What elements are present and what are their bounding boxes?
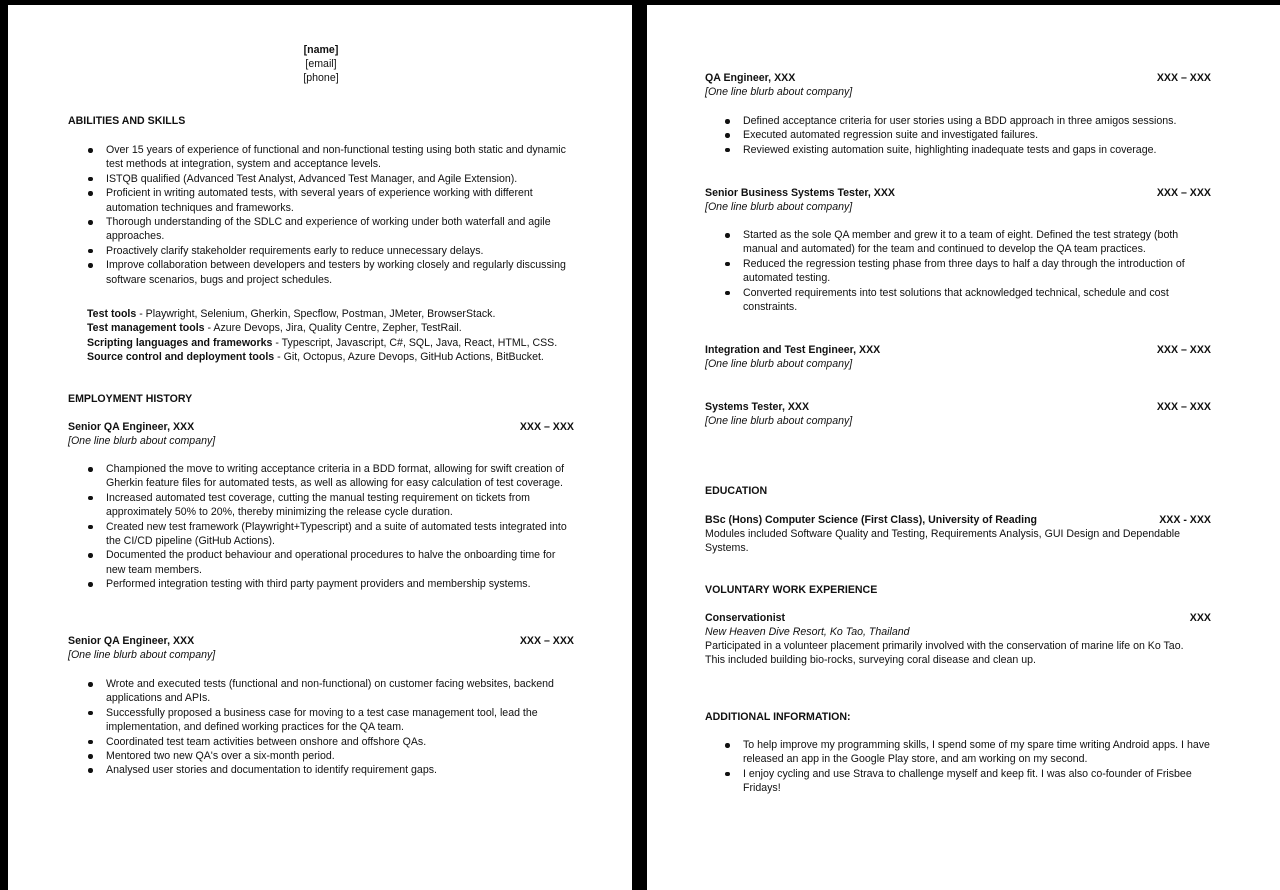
job-dates: XXX – XXX [1156, 401, 1211, 413]
tools-label: Test tools [87, 308, 137, 320]
tools-line [87, 307, 557, 321]
job-blurb: [One line blurb about company] [705, 415, 853, 427]
document-page-1 [8, 5, 632, 890]
education-details: Modules included Software Quality and Testing, Requirements Analysis, GUI Design and Dependable Systems. [705, 528, 1181, 555]
job-title: Senior QA Engineer, XXX [68, 635, 195, 647]
job-blurb: [One line blurb about company] [705, 201, 853, 213]
tools-line [87, 350, 557, 364]
abilities-list [87, 143, 577, 287]
list-item: Executed automated regression suite and investigated failures. [724, 128, 1214, 142]
list-item: ISTQB qualified (Advanced Test Analyst, Advanced Test Manager, and Agile Extension). [87, 172, 577, 186]
voluntary-dates: XXX [1189, 612, 1211, 624]
job-blurb: [One line blurb about company] [68, 435, 216, 447]
tools-line [87, 321, 557, 335]
list-item: Improve collaboration between developers and testers by working closely and regularly discussing software scenarios, bugs and project schedules. [87, 258, 577, 287]
job-blurb: [One line blurb about company] [705, 86, 853, 98]
list-item: Proactively clarify stakeholder requirements early to reduce unnecessary delays. [87, 244, 577, 258]
additional-list [724, 738, 1214, 796]
list-item: Created new test framework (Playwright+Typescript) and a suite of automated tests integrated into the CI/CD pipeline (GitHub Actions). [87, 520, 577, 549]
list-item: To help improve my programming skills, I spend some of my spare time writing Android apps. I have released an app in the Google Play store, and am working on my second. [724, 738, 1214, 767]
list-item: Converted requirements into test solutions that acknowledged technical, schedule and cost constraints. [724, 286, 1214, 315]
job-bullets [87, 462, 577, 592]
voluntary-heading: VOLUNTARY WORK EXPERIENCE [705, 584, 878, 596]
additional-heading: ADDITIONAL INFORMATION: [705, 711, 851, 723]
list-item: Reduced the regression testing phase from three days to half a day through the introduction of automated testing. [724, 257, 1214, 286]
tools-text: - Typescript, Javascript, C#, SQL, Java, React, HTML, CSS. [272, 336, 558, 349]
list-item: Championed the move to writing acceptance criteria in a BDD format, allowing for swift creation of Gherkin feature files for automated tests, as well as allowing for easy calculation of test coverage. [87, 462, 577, 491]
tools-text: - Azure Devops, Jira, Quality Centre, Zepher, TestRail. [204, 322, 462, 335]
list-item: Started as the sole QA member and grew it to a team of eight. Defined the test strategy (both manual and automated) for the team and continued to develop the QA team practices. [724, 228, 1214, 257]
job-dates: XXX – XXX [1156, 72, 1211, 84]
job-bullets [87, 677, 577, 778]
degree-title: BSc (Hons) Computer Science (First Class), University of Reading [705, 514, 1038, 526]
list-item: Successfully proposed a business case for moving to a test case management tool, lead the implementation, and defined working practices for the QA team. [87, 706, 577, 735]
list-item: Analysed user stories and documentation to identify requirement gaps. [87, 763, 577, 777]
tools-text: - Playwright, Selenium, Gherkin, Specflow, Postman, JMeter, BrowserStack. [136, 308, 496, 320]
list-item: Reviewed existing automation suite, highlighting inadequate tests and gaps in coverage. [724, 143, 1214, 157]
job-bullets [724, 114, 1214, 157]
job-title: QA Engineer, XXX [705, 72, 796, 84]
job-title: Integration and Test Engineer, XXX [705, 344, 881, 356]
list-item: I enjoy cycling and use Strava to challenge myself and keep fit. I was also co-founder of Frisbee Fridays! [724, 767, 1214, 796]
tools-label: Scripting languages and frameworks [87, 336, 273, 349]
education-heading: EDUCATION [705, 485, 768, 497]
list-item: Documented the product behaviour and operational procedures to halve the onboarding time for new team members. [87, 548, 577, 577]
tools-label: Test management tools [87, 322, 205, 335]
voluntary-details: Participated in a volunteer placement primarily involved with the conservation of marine life on Ko Tao. This included building bio-rocks, surveying coral disease and clean up. [705, 640, 1184, 667]
list-item: Performed integration testing with third party payment providers and membership systems. [87, 577, 577, 591]
voluntary-place: New Heaven Dive Resort, Ko Tao, Thailand [705, 626, 910, 638]
candidate-email: [email] [305, 58, 337, 70]
list-item: Defined acceptance criteria for user stories using a BDD approach in three amigos sessions. [724, 114, 1214, 128]
job-title: Senior Business Systems Tester, XXX [705, 187, 895, 199]
job-dates: XXX – XXX [1156, 187, 1211, 199]
tools-text: - Git, Octopus, Azure Devops, GitHub Actions, BitBucket. [274, 351, 544, 364]
tools-line [87, 336, 557, 350]
voluntary-role: Conservationist [705, 612, 786, 624]
document-page-2 [647, 5, 1280, 890]
job-dates: XXX – XXX [519, 635, 574, 647]
list-item: Coordinated test team activities between onshore and offshore QAs. [87, 735, 577, 749]
employment-heading: EMPLOYMENT HISTORY [68, 393, 193, 405]
tools-label: Source control and deployment tools [87, 351, 275, 364]
list-item: Over 15 years of experience of functional and non-functional testing using both static and dynamic test methods at integration, system and acceptance levels. [87, 143, 577, 172]
abilities-heading: ABILITIES AND SKILLS [68, 115, 186, 127]
job-title: Senior QA Engineer, XXX [68, 421, 195, 433]
job-blurb: [One line blurb about company] [68, 649, 216, 661]
list-item: Thorough understanding of the SDLC and experience of working under both waterfall and agile approaches. [87, 215, 577, 244]
list-item: Mentored two new QA's over a six-month period. [87, 749, 577, 763]
list-item: Increased automated test coverage, cutting the manual testing requirement on tickets from approximately 50% to 20%, thereby minimizing the release cycle duration. [87, 491, 577, 520]
job-bullets [724, 228, 1214, 314]
list-item: Proficient in writing automated tests, with several years of experience working with different automation techniques and frameworks. [87, 186, 577, 215]
list-item: Wrote and executed tests (functional and non-functional) on customer facing websites, backend applications and APIs. [87, 677, 577, 706]
job-blurb: [One line blurb about company] [705, 358, 853, 370]
candidate-phone: [phone] [303, 72, 339, 84]
job-dates: XXX – XXX [1156, 344, 1211, 356]
tools-block [87, 307, 557, 365]
candidate-name: [name] [303, 44, 339, 56]
job-dates: XXX – XXX [519, 421, 574, 433]
job-title: Systems Tester, XXX [705, 401, 810, 413]
education-dates: XXX - XXX [1159, 514, 1211, 526]
